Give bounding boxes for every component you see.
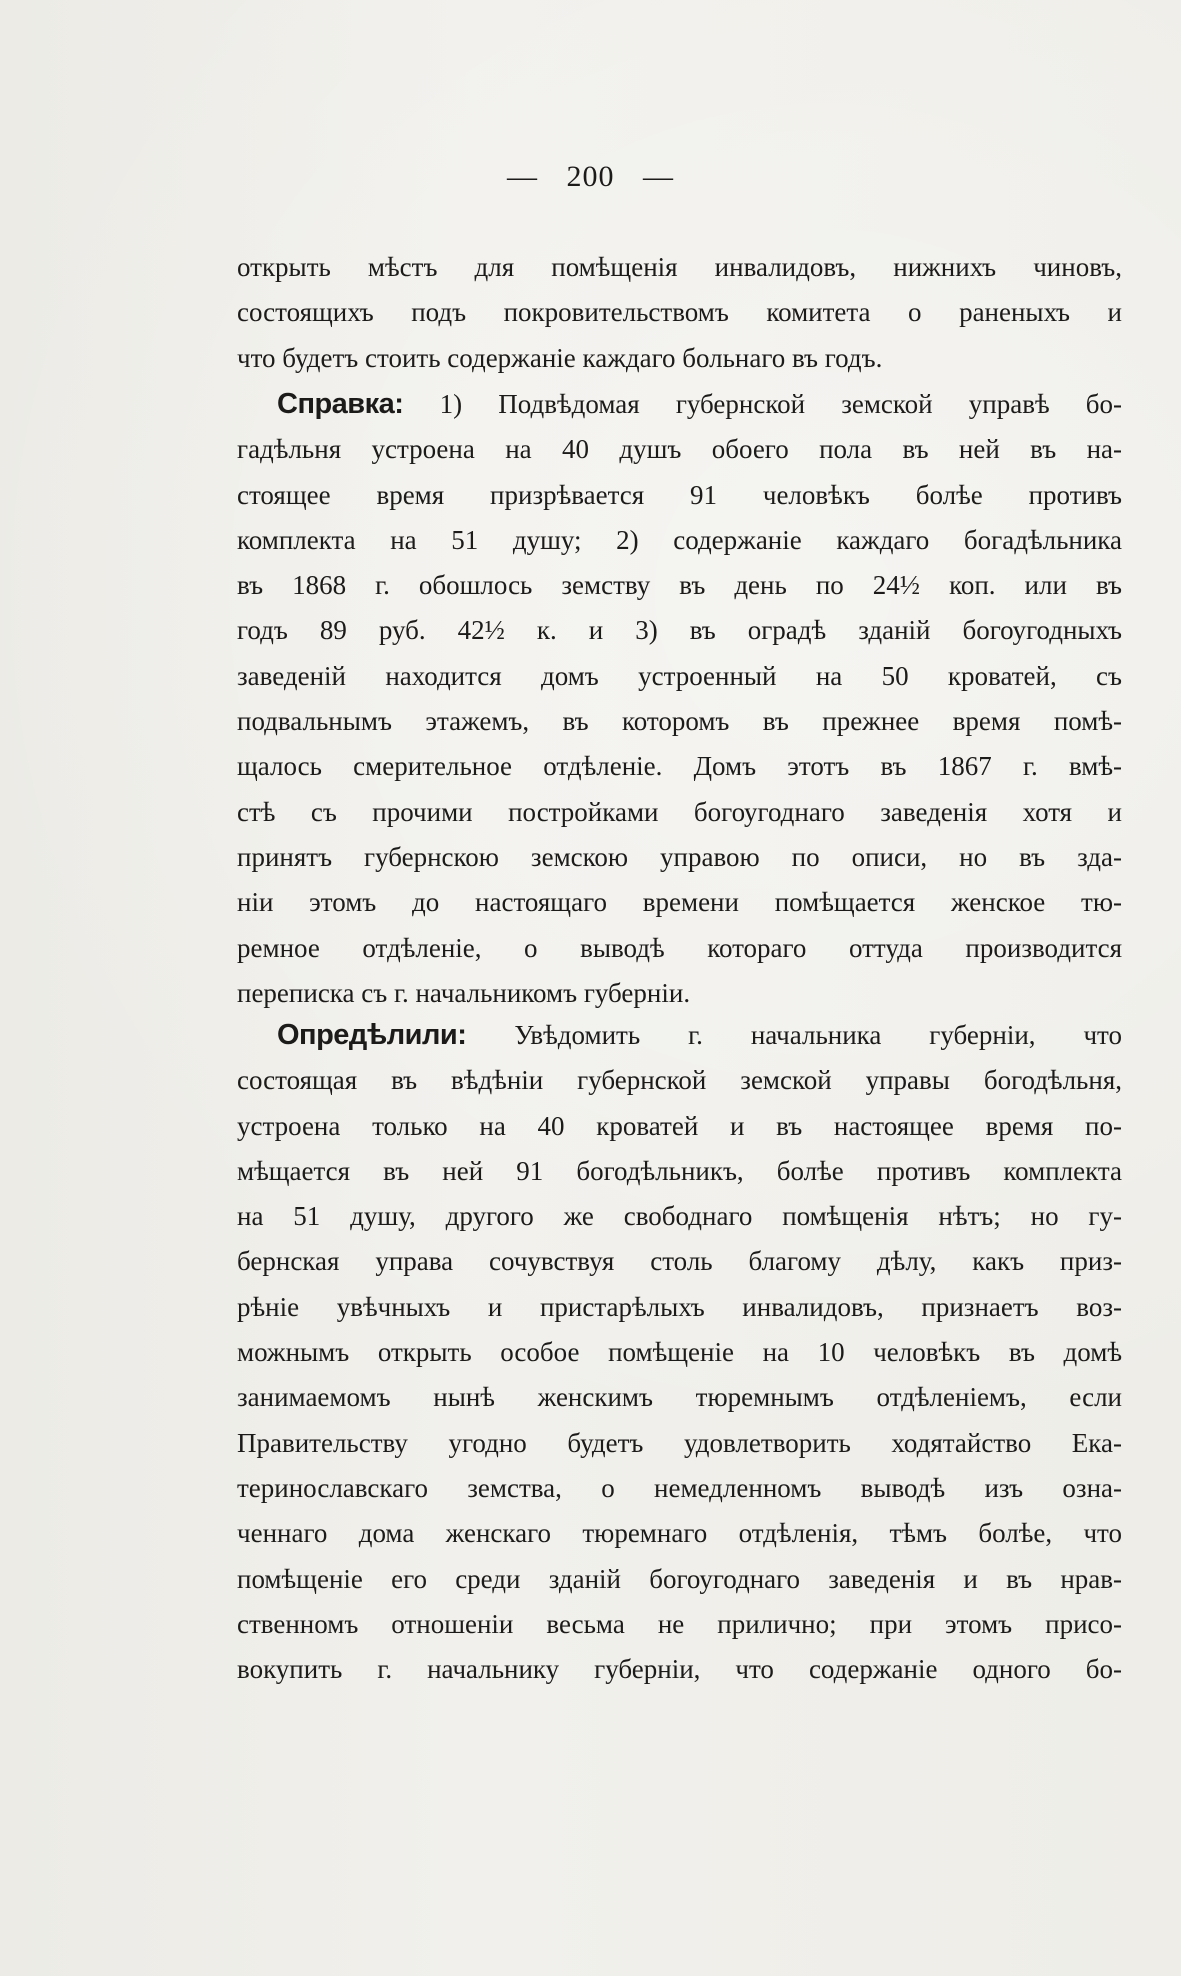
spravka-heading: Справка: — [277, 388, 404, 420]
spravka-first-line-text: 1) Подвѣдомая губернской земской управѣ бо- — [439, 389, 1122, 419]
text-line: открыть мѣстъ для помѣщенія инвалидовъ, нижнихъ чиновъ, — [237, 252, 1122, 282]
text-line: ченнаго дома женскаго тюремнаго отдѣленія, тѣмъ болѣе, что — [237, 1518, 1122, 1549]
text-line: ремное отдѣленіе, о выводѣ котораго оттуда производится — [237, 932, 1122, 963]
text-line: занимаемомъ нынѣ женскимъ тюремнымъ отдѣленіемъ, если — [237, 1382, 1122, 1413]
opredelili-paragraph — [237, 1013, 1122, 1692]
text-line: стѣ съ прочими постройками богоугоднаго заведенія хотя и — [237, 796, 1122, 827]
text-line: принятъ губернскою земскою управою по описи, но въ зда- — [237, 841, 1122, 872]
spravka-first-line — [237, 382, 1122, 427]
text-line: переписка съ г. начальникомъ губерніи. — [237, 977, 691, 1008]
text-line: въ 1868 г. обошлось земству въ день по 24½ коп. или въ — [237, 570, 1122, 601]
opredelili-heading: Опредѣлили: — [277, 1019, 467, 1051]
header-dash-right: — — [643, 160, 674, 193]
header-dash-left: — — [507, 160, 538, 193]
text-line: Правительству угодно будетъ удовлетворить ходятайство Ека- — [237, 1427, 1122, 1458]
text-line: подвальнымъ этажемъ, въ которомъ въ прежнее время помѣ- — [237, 706, 1122, 737]
text-line: устроена только на 40 кроватей и въ настоящее время по- — [237, 1110, 1122, 1141]
text-line: комплекта на 51 душу; 2) содержаніе каждаго богадѣльника — [237, 524, 1122, 555]
text-line: состоящихъ подъ покровительствомъ комитета о раненыхъ и — [237, 297, 1122, 328]
text-line: помѣщеніе его среди зданій богоугоднаго заведенія и въ нрав- — [237, 1563, 1122, 1594]
opredelili-first-line-text: Увѣдомить г. начальника губерніи, что — [514, 1020, 1122, 1050]
text-line: заведеній находится домъ устроенный на 50 кроватей, съ — [237, 660, 1122, 691]
text-line: гадѣльня устроена на 40 душъ обоего пола въ ней въ на- — [237, 434, 1122, 465]
spravka-paragraph — [237, 382, 1122, 1016]
intro-paragraph — [237, 245, 1122, 381]
text-line: ственномъ отношеніи весьма не прилично; при этомъ присо- — [237, 1608, 1122, 1639]
text-line: стоящее время призрѣвается 91 человѣкъ болѣе противъ — [237, 479, 1122, 510]
text-line: вокупить г. начальнику губерніи, что содержаніе одного бо- — [237, 1654, 1122, 1685]
text-line: что будетъ стоить содержаніе каждаго больнаго въ годъ. — [237, 342, 883, 373]
text-line: состоящая въ вѣдѣніи губернской земской управы богодѣльня, — [237, 1065, 1122, 1096]
opredelili-first-line — [237, 1013, 1122, 1058]
text-line: щалось смерительное отдѣленіе. Домъ этотъ въ 1867 г. вмѣ- — [237, 751, 1122, 782]
text-line: ніи этомъ до настоящаго времени помѣщается женское тю- — [237, 887, 1122, 918]
text-line: бернская управа сочувствуя столь благому дѣлу, какъ приз- — [237, 1246, 1122, 1277]
text-line: мѣщается въ ней 91 богодѣльникъ, болѣе противъ комплекта — [237, 1155, 1122, 1186]
page-header — [0, 160, 1181, 194]
text-line: теринославскаго земства, о немедленномъ выводѣ изъ озна- — [237, 1472, 1122, 1503]
text-line: рѣніе увѣчныхъ и пристарѣлыхъ инвалидовъ, признаетъ воз- — [237, 1291, 1122, 1322]
text-line: можнымъ открыть особое помѣщеніе на 10 человѣкъ въ домѣ — [237, 1337, 1122, 1368]
page-number: 200 — [566, 160, 615, 193]
text-line: на 51 душу, другого же свободнаго помѣщенія нѣтъ; но гу- — [237, 1201, 1122, 1232]
text-line: годъ 89 руб. 42½ к. и 3) въ оградѣ зданій богоугодныхъ — [237, 615, 1122, 646]
